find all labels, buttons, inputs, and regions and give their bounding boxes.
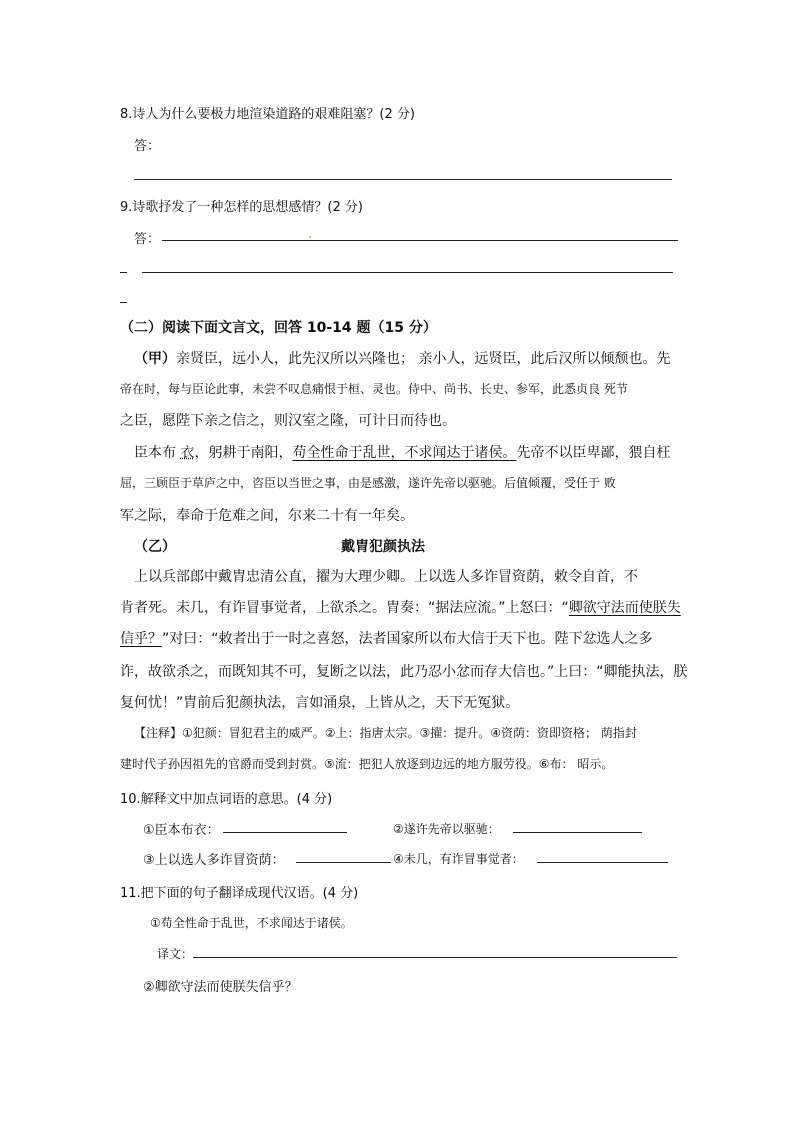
dotted-word-yi: 衣 — [180, 445, 195, 461]
passage-jia-line-4 — [134, 442, 670, 462]
stray-mark — [309, 236, 311, 238]
q11-question: 11.把下面的句子翻译成现代汉语。(4 分) — [120, 886, 359, 901]
q9-answer-line-1[interactable] — [162, 240, 678, 241]
q9-answer-dash-1 — [120, 272, 127, 273]
section2-heading: （二）阅读下面文言文，回答 10-14 题（15 分） — [120, 320, 437, 336]
q10-item-2-answer-line[interactable] — [513, 832, 642, 833]
q10-item-4: ④未几，有诈冒事觉者： — [393, 852, 524, 866]
q10-item-1: ①臣本布衣： — [143, 823, 220, 838]
passage-yi-line-4: 诈，故欲杀之，而既知其不可，复断之以法，此乃忍小忿而存大信也。”上曰：“卿能执法，朕 — [120, 664, 688, 680]
passage-text-segment: ，躬耕于南阳， — [194, 445, 293, 461]
q9-question: 9.诗歌抒发了一种怎样的思想感情？(2 分) — [120, 200, 363, 215]
passage-jia-line-5: 屈，三顾臣于草庐之中，咨臣以当世之事，由是感激，遂许先帝以驱驰。后值倾覆，受任于 败 — [120, 476, 616, 490]
q10-item-3-answer-line[interactable] — [296, 862, 391, 863]
passage-yi-line-2 — [120, 597, 681, 617]
underlined-sentence-2a: 卿欲守法而使朕失 — [568, 600, 681, 616]
q8-answer-line[interactable] — [134, 179, 672, 180]
underlined-sentence-2b: 信乎？ — [120, 631, 162, 647]
q11-item-2: ②卿欲守法而使朕失信乎？ — [143, 980, 298, 995]
q8-answer-label: 答： — [134, 139, 161, 154]
passage-yi-line-5: 复何忧！”胄前后犯颜执法，言如涌泉，上皆从之，天下无冤狱。 — [120, 695, 520, 711]
q10-item-3: ③上以选人多诈冒资荫： — [143, 853, 285, 868]
passage-jia-line-2: 帝在时，每与臣论此事，未尝不叹息痛恨于桓、灵也。侍中、尚书、长史、参军，此悉贞良 死节 — [120, 382, 628, 396]
q10-item-4-answer-line[interactable] — [537, 862, 668, 863]
passage-jia-line-1 — [134, 348, 670, 368]
q10-question: 10.解释文中加点词语的意思。(4 分) — [120, 792, 333, 807]
passage-jia-label: （甲） — [134, 351, 176, 367]
passage-jia-line-6: 军之际，奉命于危难之间，尔来二十有一年矣。 — [120, 508, 414, 524]
q11-item-1: ①苟全性命于乱世，不求闻达于诸侯。 — [150, 916, 353, 930]
q10-item-1-answer-line[interactable] — [223, 832, 347, 833]
passage-text-segment: 肯者死。未几，有诈冒事觉者，上欲杀之。胄奏：“据法应流。”上怒曰：“ — [120, 600, 569, 616]
notes-line-2: 建时代子孙因祖先的官爵而受到封赏。⑤流：把犯人放逐到边远的地方服劳役。⑥布： 昭示。 — [120, 757, 614, 771]
q11-translation-line[interactable] — [193, 957, 677, 958]
passage-yi-line-1: 上以兵部郎中戴胄忠清公直，擢为大理少卿。上以选人多诈冒资荫，敕令自首，不 — [134, 569, 638, 585]
q9-answer-line-2[interactable] — [142, 272, 673, 273]
passage-jia-text: 亲贤臣，远小人，此先汉所以兴隆也； 亲小人，远贤臣，此后汉所以倾颓也。先 — [176, 351, 671, 367]
passage-text-segment: 臣本布 — [134, 445, 176, 461]
q10-item-2: ②遂许先帝以驱驰： — [393, 822, 500, 836]
q11-translation-label: 译文： — [157, 947, 194, 961]
passage-text-segment: ”对曰：“敕者出于一时之喜怒，法者国家所以布大信于天下也。陛下忿选人之多 — [162, 631, 653, 647]
underlined-sentence-1: 苟全性命于乱世，不求闻达于诸侯。 — [292, 445, 517, 461]
q8-question: 8.诗人为什么要极力地渲染道路的艰难阻塞？(2 分) — [120, 107, 415, 122]
passage-jia-line-3: 之臣，愿陛下亲之信之，则汉室之隆，可计日而待也。 — [120, 413, 456, 429]
passage-text-segment: 先帝不以臣卑鄙，猥自枉 — [516, 445, 671, 461]
passage-yi-title: 戴胄犯颜执法 — [341, 539, 425, 555]
passage-yi-line-3 — [120, 628, 653, 648]
q9-answer-dash-2 — [120, 302, 127, 303]
passage-yi-label: （乙） — [134, 539, 176, 555]
notes-line-1: 【注释】①犯颜：冒犯君主的威严。②上：指唐太宗。③擢：提升。④资荫：资即资格； 荫指封 — [134, 726, 637, 740]
q9-answer-label: 答： — [134, 232, 161, 247]
